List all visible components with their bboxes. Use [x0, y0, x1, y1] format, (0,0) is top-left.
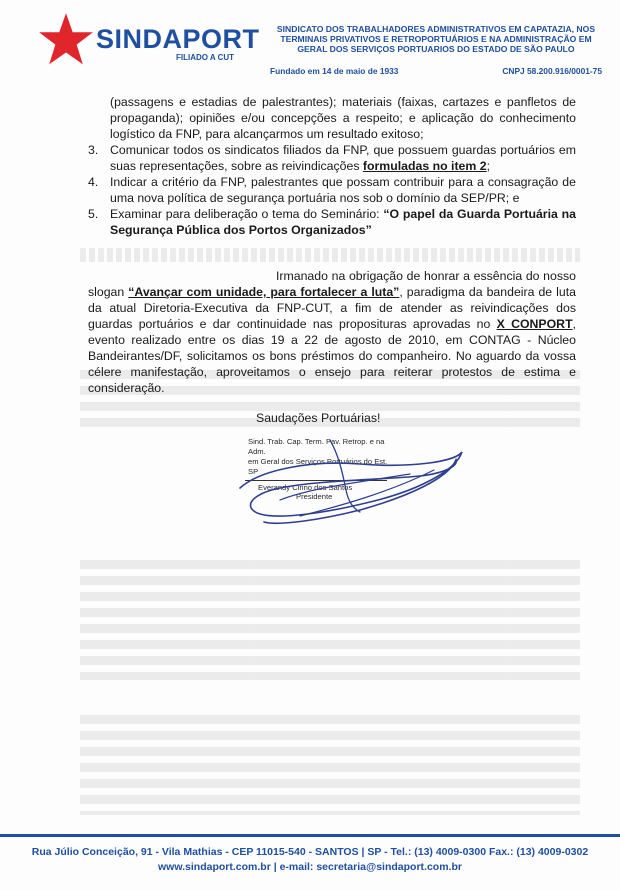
- salutation: Saudações Portuárias!: [256, 411, 381, 425]
- logo-subtitle: FILIADO A CUT: [176, 53, 235, 62]
- bleed-through-block: [80, 715, 580, 815]
- signer-role: Presidente: [296, 492, 333, 501]
- closing-paragraph: [88, 268, 576, 396]
- paragraph-text: Irmanado na obrigação de honrar a essência do nosso slogan: [88, 269, 576, 299]
- org-line: TERMINAIS PRIVATIVOS E RETROPORTUÁRIOS E NA ADMINISTRAÇÃO EM: [280, 34, 592, 45]
- list-item-5: [88, 206, 576, 238]
- handwritten-signature: [220, 430, 470, 530]
- conport-reference: X CONPORT: [496, 317, 573, 331]
- cnpj-number: CNPJ 58.200.916/0001-75: [502, 66, 602, 76]
- footer-rule: [0, 834, 620, 837]
- list-item-continued: [88, 94, 576, 142]
- star-logo-icon: [38, 12, 94, 66]
- footer-contact: www.sindaport.com.br | e-mail: secretaria@sindaport.com.br: [158, 861, 462, 873]
- footer-address: Rua Júlio Conceição, 91 - Vila Mathias - CEP 11015-540 - SANTOS | SP - Tel.: (13) 4009-0300 Fax.: (13) 4009-0302: [31, 846, 589, 858]
- paragraph-text: , evento realizado entre os dias 19 a 22 de agosto de 2010, em CONTAG - Núcleo Bandeirantes/DF, solicitamos os bons préstimos do companheiro. No aguardo da vossa célere manifestação, aproveitamos o ensejo para reiterar protestos de estima e consideração.: [88, 317, 576, 395]
- list-item-3: [88, 142, 576, 174]
- bleed-through-block: [80, 560, 580, 680]
- stamp-line: Sind. Trab. Cap. Term. Pav. Retrop. e na Adm.: [248, 437, 385, 456]
- org-line: SINDICATO DOS TRABALHADORES ADMINISTRATIVOS EM CAPATAZIA, NOS: [276, 24, 596, 34]
- underlined-reference: formuladas no item 2: [362, 159, 487, 173]
- slogan: “Avançar com unidade, para fortalecer a luta”: [128, 285, 400, 299]
- list-item-text: Examinar para deliberação o tema do Seminário:: [110, 207, 384, 221]
- list-item-text: Indicar a critério da FNP, palestrantes que possam contribuir para a consagração de uma nova política de segurança portuária nos sob o domínio da SEP/PR; e: [110, 175, 576, 205]
- list-item-end: ;: [486, 159, 491, 173]
- org-line: GERAL DOS SERVIÇOS PORTUARIOS DO ESTADO DE SÃO PAULO: [297, 44, 575, 55]
- signer-name: Everandy Cirino dos Santos: [258, 483, 353, 492]
- list-item-text: Comunicar todos os sindicatos filiados da FNP, que possuem guardas portuários em suas representações, sobre as reivindicações: [110, 143, 576, 173]
- list-number: 5.: [88, 207, 99, 221]
- organization-name: [266, 24, 606, 55]
- seminar-theme: “O papel da Guarda Portuária na Segurança Pública dos Portos Organizados”: [110, 207, 576, 237]
- list-number: 3.: [88, 143, 99, 157]
- list-item-4: [88, 174, 576, 206]
- letter-body: [88, 94, 576, 426]
- list-number: 4.: [88, 175, 99, 189]
- paragraph-text: , paradigma da bandeira de luta da atual Diretoria-Executiva da FNP-CUT, a fim de atender as reivindicações dos guardas portuários e dar continuidade nas proposituras aprovadas no: [88, 285, 576, 331]
- list-item-text: (passagens e estadias de palestrantes); materiais (faixas, cartazes e panfletos de propaganda); opiniões e/ou concepções a respeito; e aplicação do conhecimento logístico da FNP, para alcançarmos um resultado exitoso;: [110, 95, 576, 141]
- stamp-line: em Geral dos Serviços Portuários do Est. SP: [248, 457, 388, 476]
- founded-date: Fundado em 14 de maio de 1933: [270, 66, 399, 76]
- logo-wordmark: SINDAPORT: [96, 24, 260, 54]
